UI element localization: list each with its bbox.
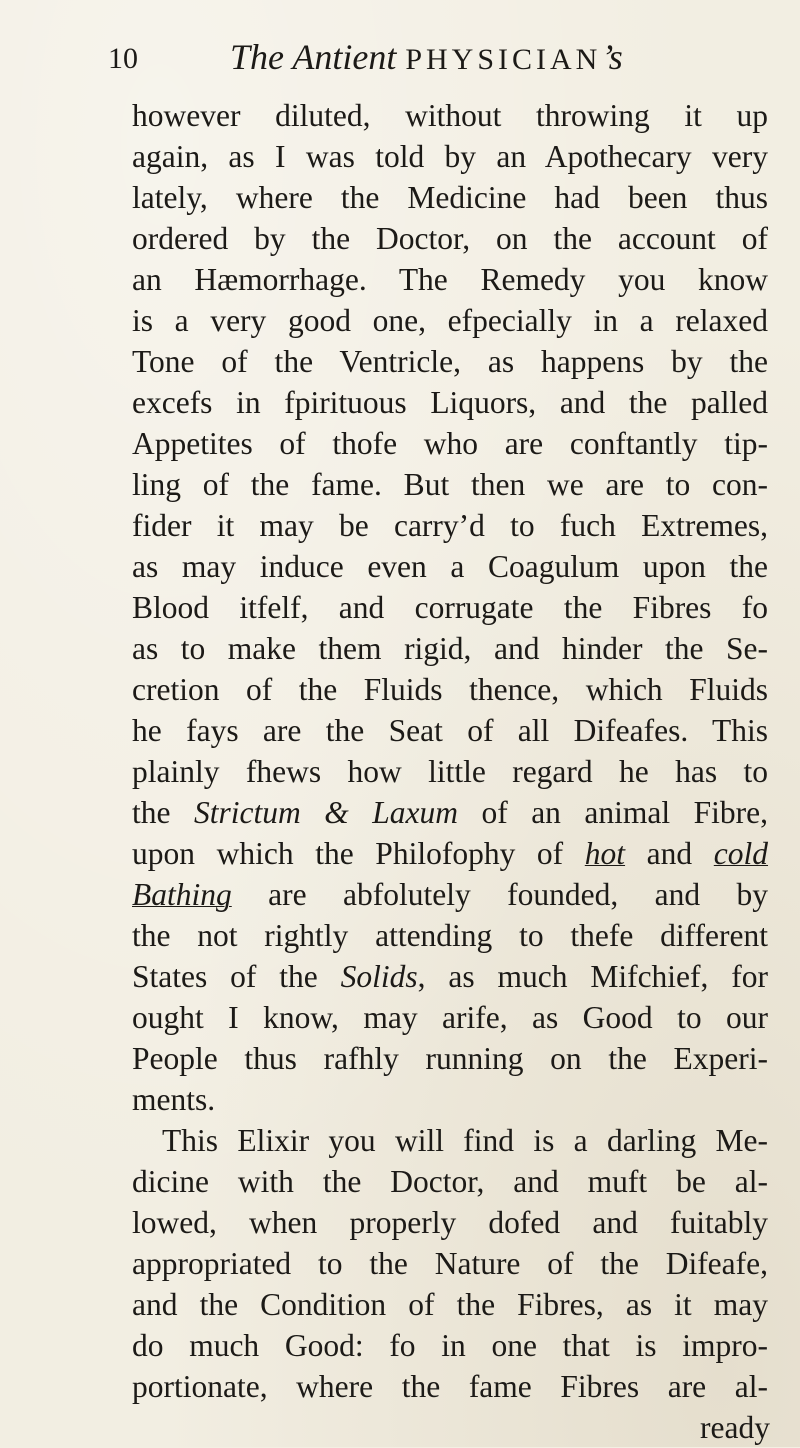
text-line: an Hæmorrhage. The Remedy you know [132,262,768,297]
text-line: This Elixir you will find is a darling Me- [162,1123,768,1158]
italic-phrase: Bathing [132,877,232,912]
text-line [132,833,768,874]
text-span: , as much Mifchief, for [417,959,769,994]
text-span: of an animal Fibre, [457,795,768,830]
page-number: 10 [108,42,138,75]
text-span: upon which the Philofophy of [132,836,585,871]
text-line: fider it may be carry’d to fuch Extremes, [132,508,768,543]
page-header [108,36,748,86]
text-line: ling of the fame. But then we are to con- [132,467,768,502]
text-span: the [132,795,194,830]
text-line: do much Good: fo in one that is impro- [132,1328,768,1363]
text-line: appropriated to the Nature of the Difeafe, [132,1246,768,1281]
text-line: ments. [132,1082,216,1117]
text-line [132,874,768,915]
text-line: however diluted, without throwing it up [132,98,768,133]
running-head-suffix: ’s [601,37,623,77]
text-line [132,956,768,997]
text-line: Tone of the Ventricle, as happens by the [132,344,768,379]
text-line: lowed, when properly dofed and fuitably [132,1205,768,1240]
text-line: the not rightly attending to thefe different [132,918,768,953]
text-line: he fays are the Seat of all Difeafes. This [132,713,768,748]
text-line: again, as I was told by an Apothecary very [132,139,768,174]
text-line [132,792,768,833]
italic-phrase: cold [713,836,769,871]
italic-phrase: hot [584,836,626,871]
text-span: are abfolutely founded, and by [231,877,768,912]
italic-phrase: Strictum & Laxum [193,795,458,830]
text-line: as may induce even a Coagulum upon the [132,549,768,584]
text-line: and the Condition of the Fibres, as it may [132,1287,768,1322]
text-line: excefs in fpirituous Liquors, and the palled [132,385,768,420]
text-span: States of the [132,959,341,994]
text-line: dicine with the Doctor, and muft be al- [132,1164,768,1199]
text-line: ought I know, may arife, as Good to our [132,1000,768,1035]
text-line: Appetites of thofe who are conftantly tip- [132,426,768,461]
running-head [230,36,623,78]
text-line: is a very good one, efpecially in a relaxed [132,303,768,338]
text-span: and [625,836,714,871]
text-line: plainly fhews how little regard he has to [132,754,768,789]
running-head-italic: The Antient [230,37,397,77]
catchword: ready [700,1410,770,1445]
text-line: ordered by the Doctor, on the account of [132,221,768,256]
text-line: portionate, where the fame Fibres are al- [132,1369,768,1404]
text-line: lately, where the Medicine had been thus [132,180,768,215]
italic-phrase: Solids [340,959,418,994]
text-line: People thus rafhly running on the Experi- [132,1041,768,1076]
running-head-caps: PHYSICIAN [405,43,602,76]
text-line: cretion of the Fluids thence, which Fluids [132,672,768,707]
text-line: as to make them rigid, and hinder the Se- [132,631,768,666]
text-line: Blood itfelf, and corrugate the Fibres fo [132,590,768,625]
